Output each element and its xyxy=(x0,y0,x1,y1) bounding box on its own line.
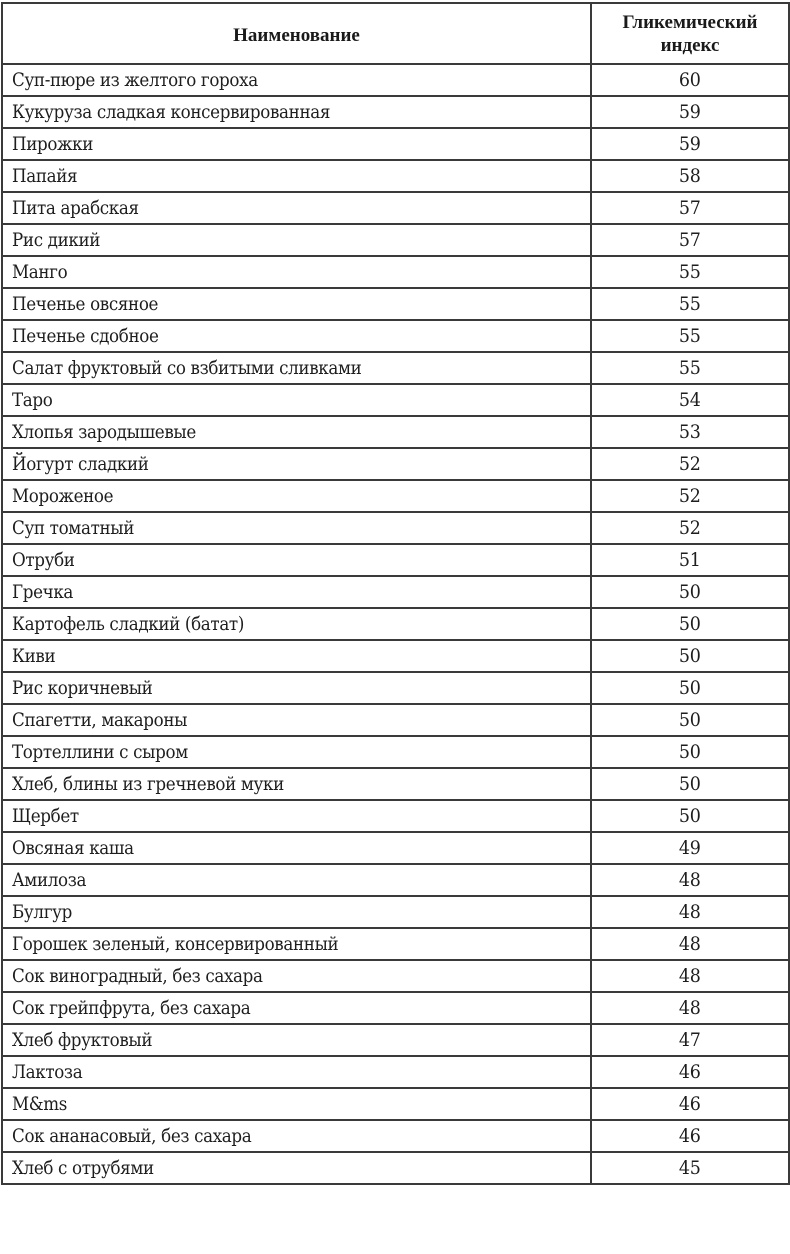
glycemic-index-value: 48 xyxy=(679,933,701,955)
glycemic-index-cell xyxy=(591,800,789,832)
food-name: Спагетти, макароны xyxy=(12,709,188,731)
glycemic-index-value: 50 xyxy=(679,613,701,635)
food-name: Рис дикий xyxy=(12,229,101,251)
food-name: Печенье овсяное xyxy=(12,293,159,315)
header-row xyxy=(2,3,789,64)
glycemic-index-cell xyxy=(591,704,789,736)
glycemic-index-cell xyxy=(591,672,789,704)
glycemic-index-cell xyxy=(591,64,789,96)
glycemic-index-value: 48 xyxy=(679,997,701,1019)
food-name: Сок грейпфрута, без сахара xyxy=(12,997,251,1019)
food-name: Хлеб с отрубями xyxy=(12,1157,154,1179)
glycemic-index-cell xyxy=(591,96,789,128)
table-row xyxy=(2,160,789,192)
glycemic-index-cell xyxy=(591,1056,789,1088)
table-row xyxy=(2,576,789,608)
glycemic-index-value: 48 xyxy=(679,869,701,891)
glycemic-index-cell xyxy=(591,480,789,512)
glycemic-index-value: 53 xyxy=(679,421,701,443)
glycemic-index-value: 47 xyxy=(679,1029,701,1051)
food-name-cell xyxy=(2,1056,591,1088)
table-row xyxy=(2,672,789,704)
food-name-cell xyxy=(2,1024,591,1056)
table-row xyxy=(2,608,789,640)
table-row xyxy=(2,512,789,544)
food-name: Йогурт сладкий xyxy=(12,453,149,475)
glycemic-index-cell xyxy=(591,448,789,480)
glycemic-index-value: 50 xyxy=(679,709,701,731)
table-row xyxy=(2,960,789,992)
glycemic-index-value: 46 xyxy=(679,1093,701,1115)
food-name: Киви xyxy=(12,645,56,667)
table-row xyxy=(2,768,789,800)
glycemic-index-value: 50 xyxy=(679,677,701,699)
food-name: Щербет xyxy=(12,805,79,827)
glycemic-index-value: 59 xyxy=(679,133,701,155)
table-row xyxy=(2,224,789,256)
glycemic-index-value: 45 xyxy=(679,1157,701,1179)
glycemic-index-cell xyxy=(591,1088,789,1120)
food-name-cell xyxy=(2,416,591,448)
food-name: Печенье сдобное xyxy=(12,325,159,347)
food-name-cell xyxy=(2,64,591,96)
food-name-cell xyxy=(2,960,591,992)
glycemic-index-value: 55 xyxy=(679,325,701,347)
glycemic-index-cell xyxy=(591,544,789,576)
food-name-cell xyxy=(2,1152,591,1184)
glycemic-index-cell xyxy=(591,288,789,320)
table-row xyxy=(2,640,789,672)
glycemic-index-cell xyxy=(591,320,789,352)
glycemic-index-cell xyxy=(591,608,789,640)
table-row xyxy=(2,480,789,512)
food-name-cell xyxy=(2,352,591,384)
glycemic-index-cell xyxy=(591,160,789,192)
food-name-cell xyxy=(2,128,591,160)
food-name: Мороженое xyxy=(12,485,114,507)
table-row xyxy=(2,992,789,1024)
food-name-cell xyxy=(2,256,591,288)
glycemic-index-cell xyxy=(591,1024,789,1056)
table-row xyxy=(2,928,789,960)
table-row xyxy=(2,800,789,832)
header-gi-line2: индекс xyxy=(660,35,720,56)
food-name: Таро xyxy=(12,389,53,411)
glycemic-index-value: 48 xyxy=(679,965,701,987)
food-name: Хлеб фруктовый xyxy=(12,1029,153,1051)
food-name: M&ms xyxy=(12,1093,68,1115)
table-row xyxy=(2,1056,789,1088)
glycemic-index-cell xyxy=(591,576,789,608)
glycemic-index-cell xyxy=(591,864,789,896)
food-name-cell xyxy=(2,480,591,512)
food-name: Кукуруза сладкая консервированная xyxy=(12,101,331,123)
glycemic-index-value: 57 xyxy=(679,197,701,219)
glycemic-index-value: 52 xyxy=(679,517,701,539)
food-name: Горошек зеленый, консервированный xyxy=(12,933,339,955)
food-name-cell xyxy=(2,1088,591,1120)
food-name: Хлопья зародышевые xyxy=(12,421,196,443)
food-name-cell xyxy=(2,160,591,192)
glycemic-index-value: 51 xyxy=(679,549,701,571)
food-name-cell xyxy=(2,320,591,352)
table-row xyxy=(2,320,789,352)
food-name: Гречка xyxy=(12,581,74,603)
food-name-cell xyxy=(2,576,591,608)
glycemic-index-value: 50 xyxy=(679,741,701,763)
food-name-cell xyxy=(2,1120,591,1152)
glycemic-index-value: 59 xyxy=(679,101,701,123)
food-name: Лактоза xyxy=(12,1061,83,1083)
food-name: Тортеллини с сыром xyxy=(12,741,188,763)
glycemic-index-cell xyxy=(591,736,789,768)
food-name: Хлеб, блины из гречневой муки xyxy=(12,773,284,795)
glycemic-index-cell xyxy=(591,128,789,160)
food-name-cell xyxy=(2,928,591,960)
table-row xyxy=(2,704,789,736)
glycemic-index-cell xyxy=(591,256,789,288)
glycemic-index-cell xyxy=(591,416,789,448)
glycemic-index-table xyxy=(1,2,790,1185)
glycemic-index-value: 58 xyxy=(679,165,701,187)
food-name: Пирожки xyxy=(12,133,94,155)
glycemic-index-cell xyxy=(591,928,789,960)
glycemic-index-cell xyxy=(591,896,789,928)
table-row xyxy=(2,896,789,928)
glycemic-index-cell xyxy=(591,832,789,864)
glycemic-index-value: 50 xyxy=(679,645,701,667)
glycemic-index-value: 49 xyxy=(679,837,701,859)
glycemic-index-cell xyxy=(591,768,789,800)
table-row xyxy=(2,128,789,160)
food-name: Сок ананасовый, без сахара xyxy=(12,1125,252,1147)
food-name-cell xyxy=(2,448,591,480)
food-name-cell xyxy=(2,608,591,640)
glycemic-index-cell xyxy=(591,352,789,384)
glycemic-index-value: 55 xyxy=(679,293,701,315)
glycemic-index-value: 57 xyxy=(679,229,701,251)
glycemic-index-cell xyxy=(591,384,789,416)
food-name-cell xyxy=(2,832,591,864)
table-row xyxy=(2,416,789,448)
glycemic-index-cell xyxy=(591,960,789,992)
table-row xyxy=(2,192,789,224)
glycemic-index-cell xyxy=(591,992,789,1024)
food-name-cell xyxy=(2,288,591,320)
table-row xyxy=(2,448,789,480)
glycemic-index-value: 50 xyxy=(679,805,701,827)
header-name: Наименование xyxy=(2,3,591,64)
glycemic-index-cell xyxy=(591,1120,789,1152)
table-row xyxy=(2,96,789,128)
table-row xyxy=(2,64,789,96)
food-name: Пита арабская xyxy=(12,197,139,219)
glycemic-index-cell xyxy=(591,224,789,256)
food-name-cell xyxy=(2,800,591,832)
food-name: Булгур xyxy=(12,901,72,923)
food-name-cell xyxy=(2,672,591,704)
glycemic-index-cell xyxy=(591,512,789,544)
food-name-cell xyxy=(2,384,591,416)
table-row xyxy=(2,1024,789,1056)
table-row xyxy=(2,864,789,896)
header-gi-line1: Гликемический xyxy=(622,12,758,33)
glycemic-index-value: 55 xyxy=(679,357,701,379)
food-name: Рис коричневый xyxy=(12,677,153,699)
food-name-cell xyxy=(2,224,591,256)
table-row xyxy=(2,352,789,384)
table-row xyxy=(2,1120,789,1152)
food-name-cell xyxy=(2,704,591,736)
food-name-cell xyxy=(2,96,591,128)
food-name: Овсяная каша xyxy=(12,837,134,859)
header-glycemic-index xyxy=(591,3,789,64)
food-name-cell xyxy=(2,512,591,544)
food-name: Амилоза xyxy=(12,869,87,891)
food-name-cell xyxy=(2,992,591,1024)
food-name: Салат фруктовый со взбитыми сливками xyxy=(12,357,362,379)
table-body xyxy=(2,64,789,1184)
glycemic-index-value: 50 xyxy=(679,581,701,603)
food-name-cell xyxy=(2,544,591,576)
table-header xyxy=(2,3,789,64)
food-name: Манго xyxy=(12,261,68,283)
food-name: Папайя xyxy=(12,165,78,187)
food-name-cell xyxy=(2,640,591,672)
glycemic-index-value: 55 xyxy=(679,261,701,283)
food-name: Отруби xyxy=(12,549,75,571)
glycemic-index-value: 52 xyxy=(679,453,701,475)
food-name-cell xyxy=(2,864,591,896)
glycemic-index-value: 50 xyxy=(679,773,701,795)
table-row xyxy=(2,544,789,576)
food-name: Суп-пюре из желтого гороха xyxy=(12,69,258,91)
food-name-cell xyxy=(2,896,591,928)
food-name: Картофель сладкий (батат) xyxy=(12,613,245,635)
food-name: Суп томатный xyxy=(12,517,135,539)
glycemic-index-cell xyxy=(591,1152,789,1184)
table-row xyxy=(2,1152,789,1184)
glycemic-index-value: 48 xyxy=(679,901,701,923)
glycemic-index-value: 52 xyxy=(679,485,701,507)
food-name-cell xyxy=(2,192,591,224)
table-row xyxy=(2,832,789,864)
food-name: Сок виноградный, без сахара xyxy=(12,965,263,987)
food-name-cell xyxy=(2,736,591,768)
table-row xyxy=(2,736,789,768)
table-row xyxy=(2,384,789,416)
glycemic-index-value: 46 xyxy=(679,1061,701,1083)
glycemic-index-cell xyxy=(591,640,789,672)
glycemic-index-value: 60 xyxy=(679,69,701,91)
glycemic-index-cell xyxy=(591,192,789,224)
glycemic-index-value: 54 xyxy=(679,389,701,411)
table-row xyxy=(2,256,789,288)
food-name-cell xyxy=(2,768,591,800)
glycemic-index-value: 46 xyxy=(679,1125,701,1147)
table-row xyxy=(2,1088,789,1120)
table-row xyxy=(2,288,789,320)
